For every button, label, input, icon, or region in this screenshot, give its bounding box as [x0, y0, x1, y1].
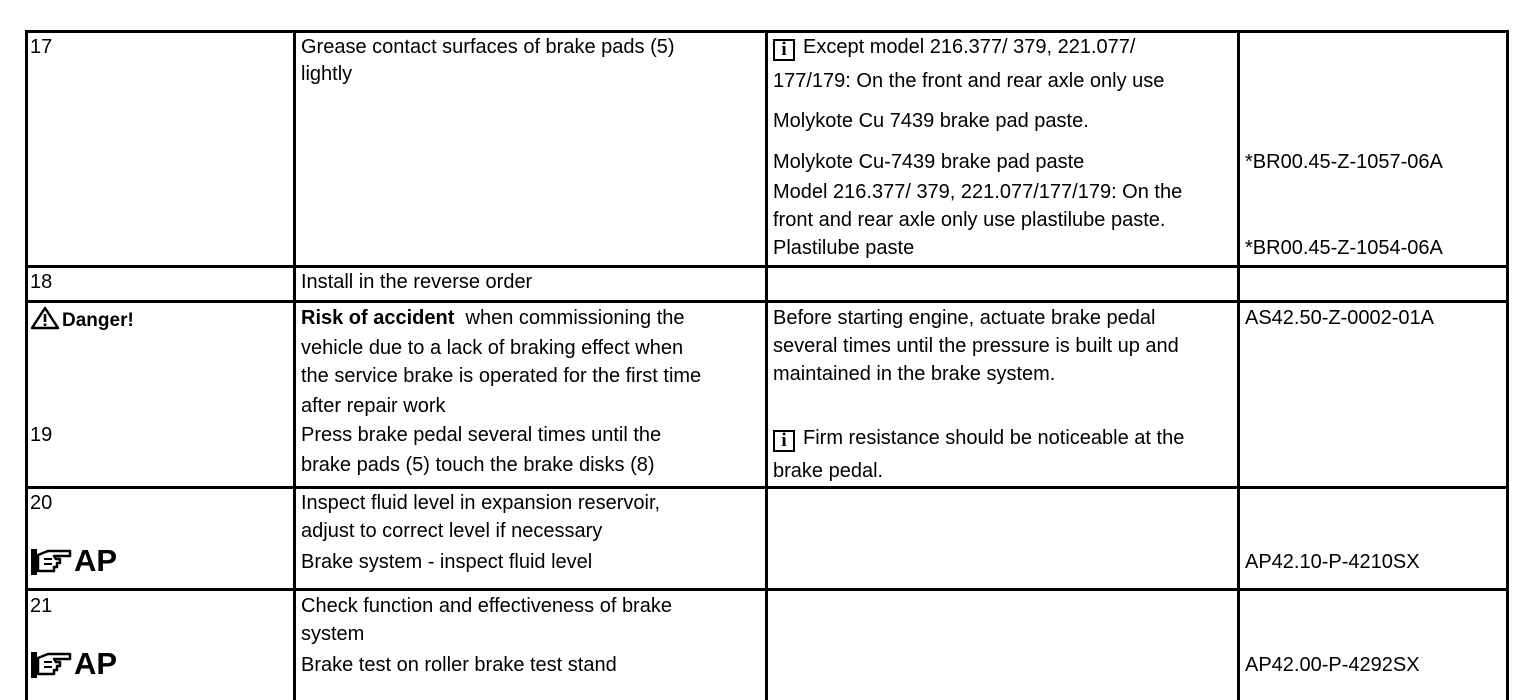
instruction-text: system	[301, 623, 365, 645]
note-text: brake pedal.	[773, 460, 884, 482]
row-divider	[25, 265, 1509, 268]
note-text: maintained in the brake system.	[773, 363, 1056, 385]
ap-reference-marker	[30, 545, 117, 577]
instruction-text: Press brake pedal several times until the	[301, 424, 662, 446]
info-icon: i	[773, 430, 795, 452]
step-number: 20	[30, 492, 53, 514]
note-text	[773, 427, 1184, 452]
info-icon: i	[773, 39, 795, 61]
danger-description	[301, 307, 685, 329]
step-number: 19	[30, 424, 53, 446]
instruction-text: brake pads (5) touch the brake disks (8)	[301, 454, 655, 476]
note-text	[773, 36, 1135, 61]
danger-title: Risk of accident	[301, 307, 455, 329]
note-text: front and rear axle only use plastilube paste.	[773, 209, 1166, 231]
danger-line: vehicle due to a lack of braking effect when	[301, 337, 684, 359]
instruction-text: adjust to correct level if necessary	[301, 520, 603, 542]
note-text: 177/179: On the front and rear axle only use	[773, 70, 1165, 92]
column-divider	[765, 30, 768, 700]
step-number: 18	[30, 271, 53, 293]
note-text: Molykote Cu-7439 brake pad paste	[773, 151, 1085, 173]
note-text: several times until the pressure is built up and	[773, 335, 1179, 357]
row-divider	[25, 588, 1509, 591]
row-divider	[25, 486, 1509, 489]
instruction-text: lightly	[301, 63, 353, 85]
reference-code[interactable]: AP42.00-P-4292SX	[1245, 654, 1420, 676]
note-text: Plastilube paste	[773, 237, 915, 259]
danger-text: Danger!	[62, 310, 134, 331]
note-line: Firm resistance should be noticeable at the	[803, 427, 1185, 449]
note-line: Except model 216.377/ 379, 221.077/	[803, 36, 1136, 58]
instruction-text: Grease contact surfaces of brake pads (5)	[301, 36, 675, 58]
note-text: Before starting engine, actuate brake pedal	[773, 307, 1156, 329]
column-divider	[1237, 30, 1240, 700]
instruction-text: Check function and effectiveness of brake	[301, 595, 672, 617]
ap-link-text[interactable]: Brake system - inspect fluid level	[301, 551, 593, 573]
ap-link-text[interactable]: Brake test on roller brake test stand	[301, 654, 617, 676]
step-number: 21	[30, 595, 53, 617]
danger-label	[30, 306, 134, 336]
step-number: 17	[30, 36, 53, 58]
pointing-hand-icon	[30, 545, 72, 577]
danger-line: after repair work	[301, 395, 446, 417]
note-text: Molykote Cu 7439 brake pad paste.	[773, 110, 1089, 132]
instruction-text: Install in the reverse order	[301, 271, 533, 293]
instruction-text: Inspect fluid level in expansion reservoir,	[301, 492, 661, 514]
warning-triangle-icon	[30, 306, 60, 336]
reference-code: *BR00.45-Z-1057-06A	[1245, 151, 1443, 173]
row-divider	[25, 300, 1509, 303]
ap-label: AP	[74, 646, 118, 681]
ap-label: AP	[74, 543, 118, 578]
reference-code: AS42.50-Z-0002-01A	[1245, 307, 1435, 329]
note-text: Model 216.377/ 379, 221.077/177/179: On the	[773, 181, 1183, 203]
reference-code[interactable]: AP42.10-P-4210SX	[1245, 551, 1420, 573]
ap-reference-marker	[30, 648, 117, 680]
danger-line: when commissioning the	[465, 307, 685, 329]
reference-code: *BR00.45-Z-1054-06A	[1245, 237, 1443, 259]
danger-line: the service brake is operated for the first time	[301, 365, 702, 387]
column-divider	[293, 30, 296, 700]
pointing-hand-icon	[30, 648, 72, 680]
